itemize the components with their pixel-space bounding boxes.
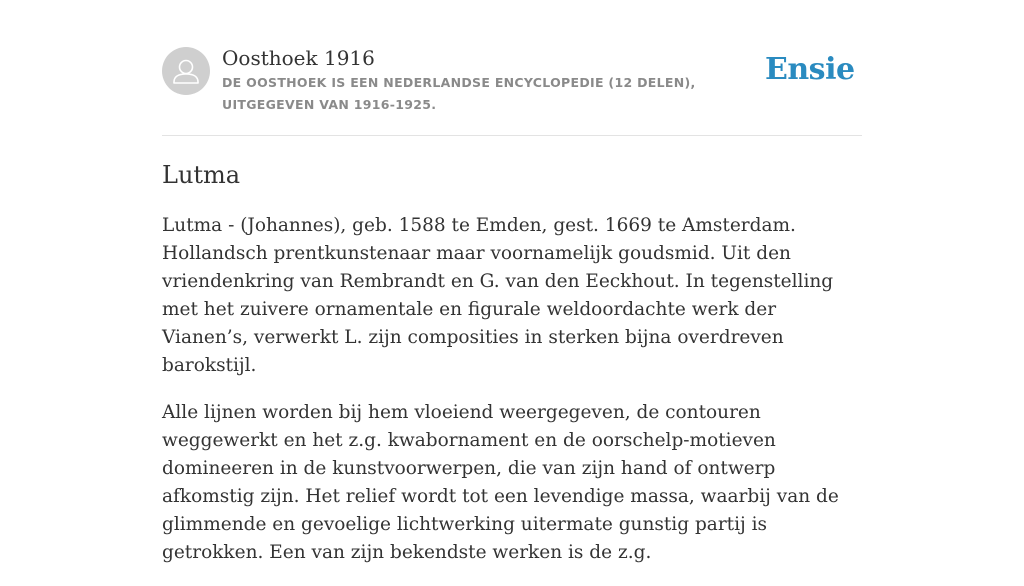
source-header [162,46,862,136]
article-paragraph: Lutma - (Johannes), geb. 1588 te Emden, gest. 1669 te Amsterdam. Hollandsch prentkunstenaar maar voornamelijk goudsmid. Uit den vriendenkring van Rembrandt en G. van den Eeckhout. In tegenstelling met het zuivere ornamentale en figurale weldoordachte werk der Vianen’s, verwerkt L. zijn composities in sterken bijna overdreven barokstijl. [162,215,834,376]
user-silhouette-icon [162,47,210,95]
source-title[interactable]: Oosthoek 1916 [222,46,375,70]
source-description: DE OOSTHOEK IS EEN NEDERLANDSE ENCYCLOPEDIE (12 DELEN), UITGEGEVEN VAN 1916-1925. [222,75,696,112]
header-divider [162,135,862,136]
article-paragraph: Alle lijnen worden bij hem vloeiend weergegeven, de contouren weggewerkt en het z.g. kwabornament en de oorschelp-motieven domineeren in de kunstvoorwerpen, die van zijn hand of ontwerp afkomstig zijn. Het relief wordt tot een levendige massa, waarbij van de glimmende en gevoelige lichtwerking uitermate gunstig partij is getrokken. Een van zijn bekendste werken is de z.g. [162,402,839,563]
article-title: Lutma [162,161,241,189]
article-body [162,212,864,586]
source-avatar[interactable] [162,47,210,95]
brand-logo[interactable]: Ensie [765,52,855,87]
